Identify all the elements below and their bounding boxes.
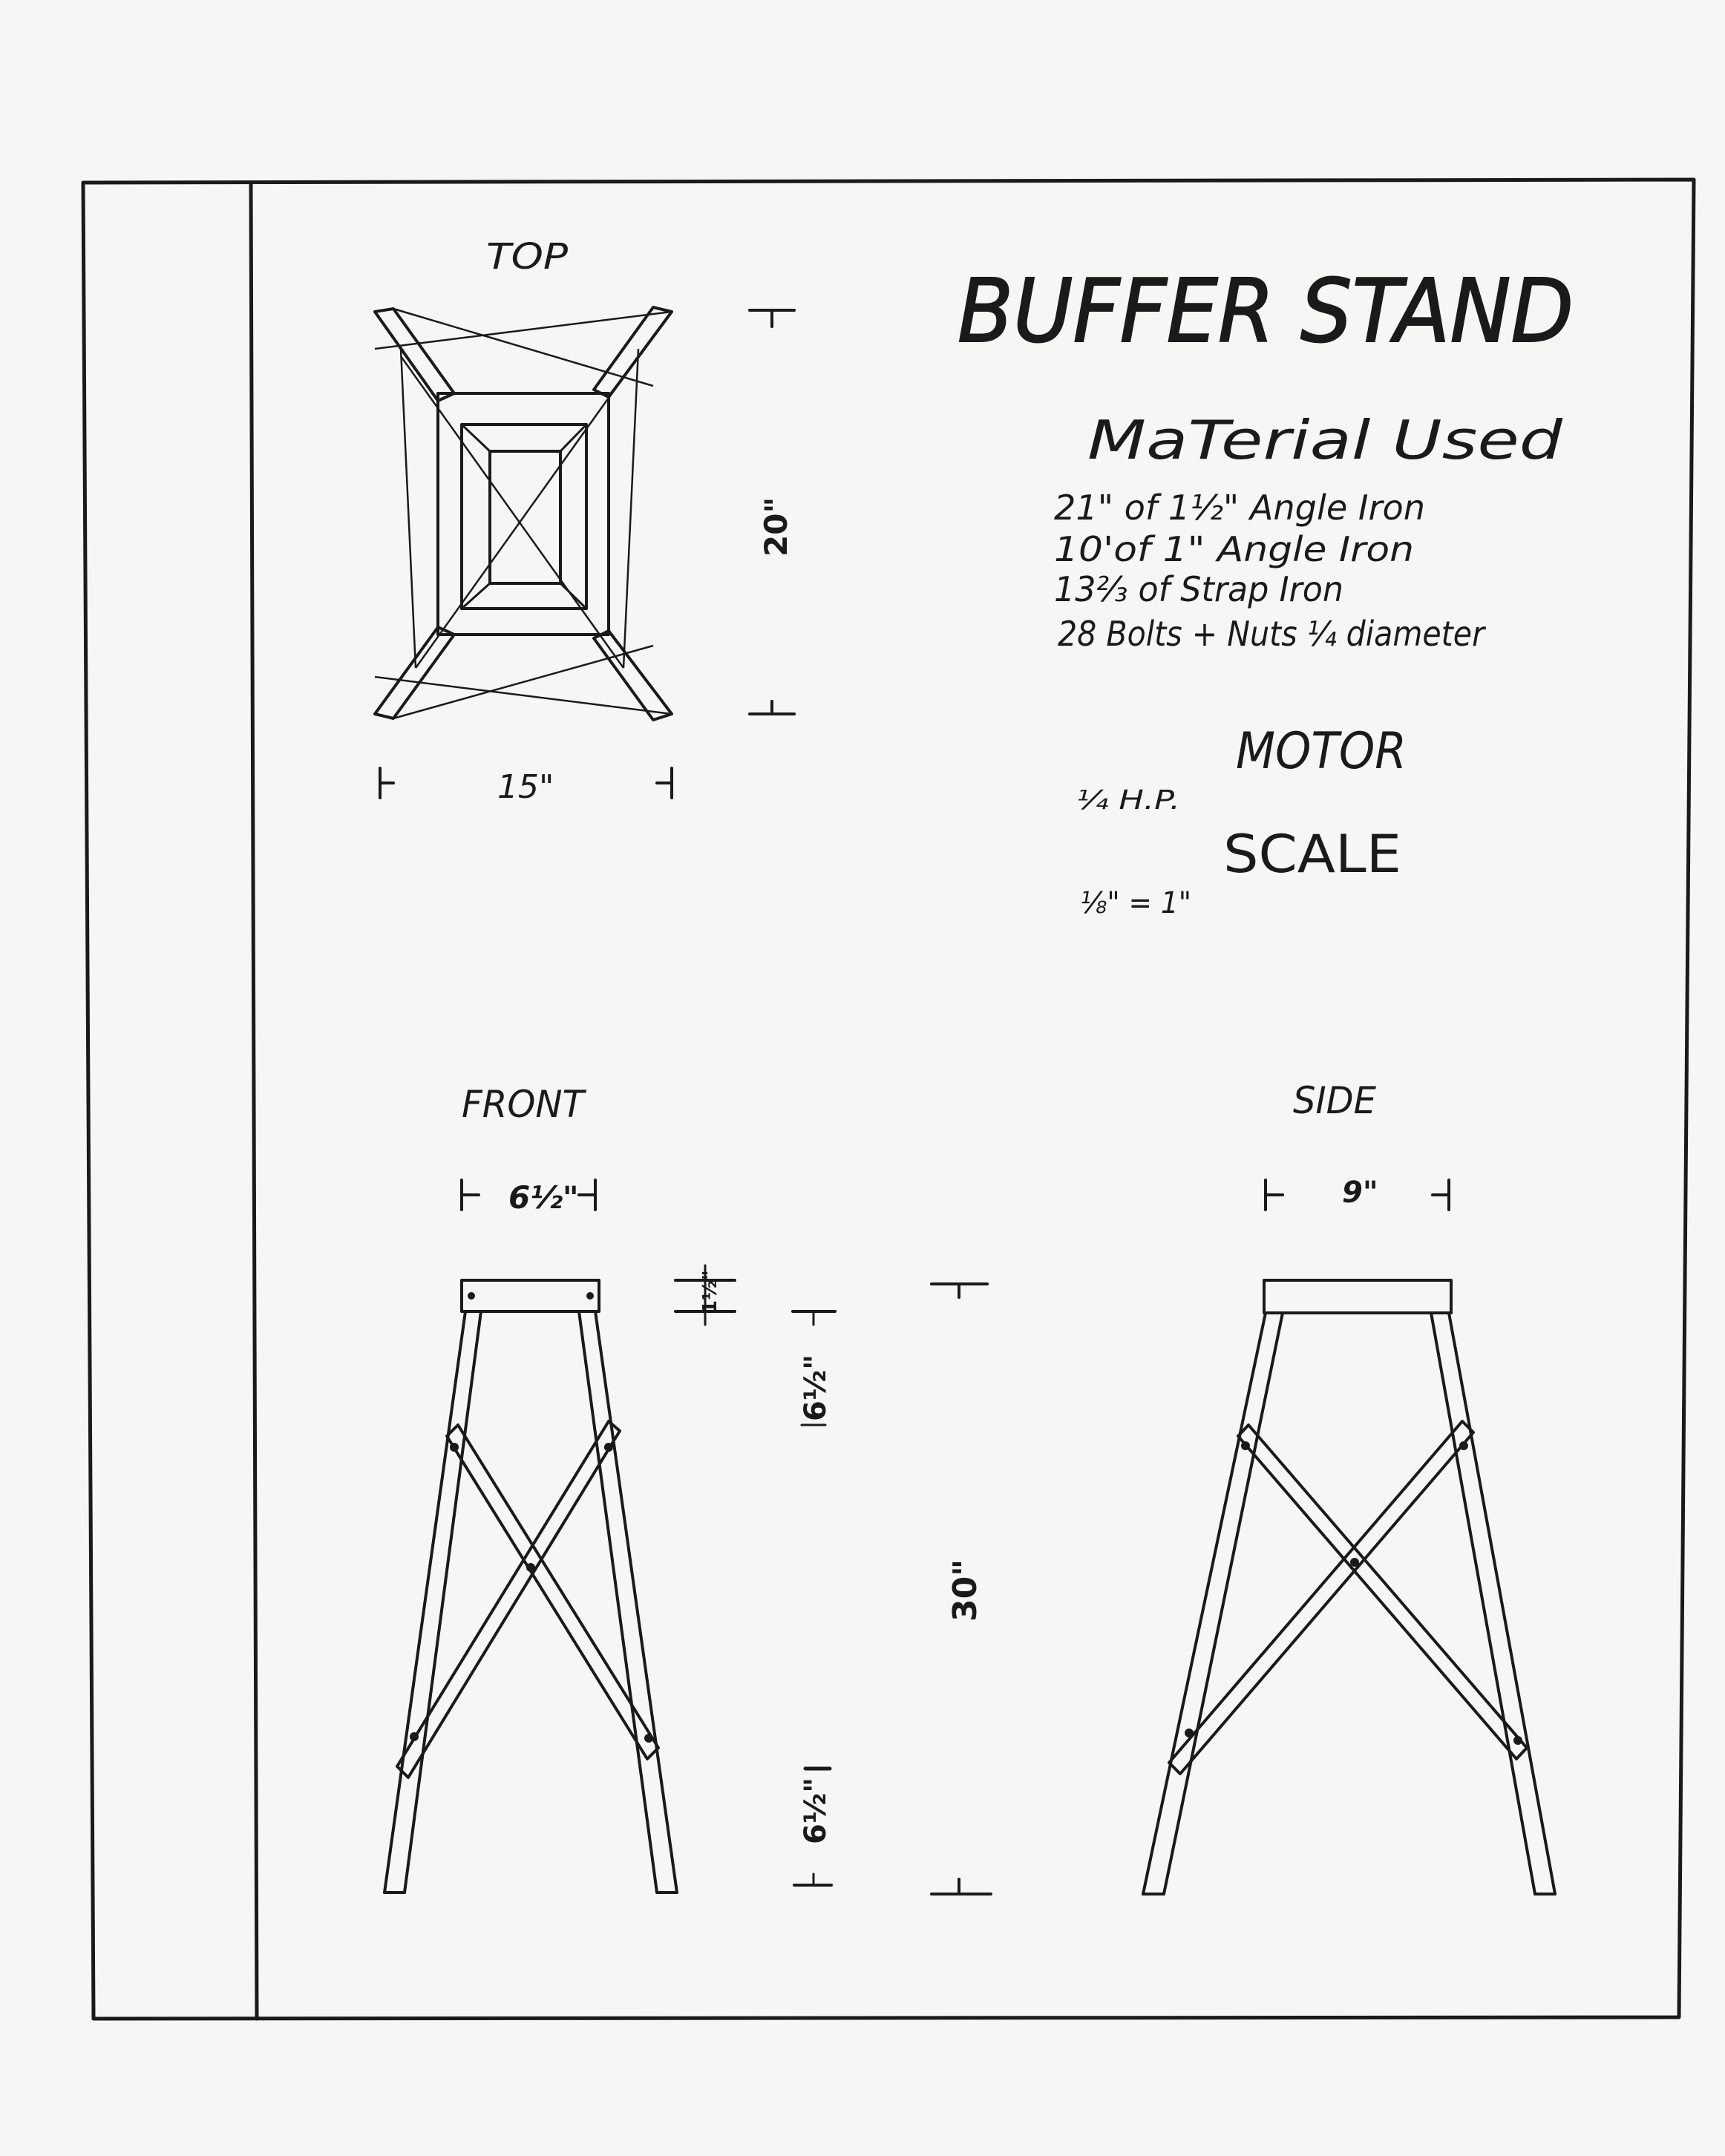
front-upper-brace-dimension — [793, 1311, 835, 1425]
side-view — [1143, 1079, 1555, 1894]
front-lower-brace-value: 6½" — [799, 1777, 833, 1844]
material-item: 28 Bolts + Nuts ¼ diameter — [1058, 614, 1487, 654]
front-view — [384, 1083, 991, 1894]
top-view-frame — [375, 307, 672, 720]
front-brace — [447, 1425, 658, 1759]
front-rail-dimension — [675, 1265, 735, 1325]
top-width-dimension — [380, 768, 672, 806]
materials-heading: MaTerial Used — [1087, 409, 1564, 471]
material-item: 13⅔ of Strap Iron — [1054, 569, 1343, 609]
bolt — [468, 1292, 475, 1300]
side-right-leg — [1431, 1313, 1555, 1894]
material-item: 21" of 1½" Angle Iron — [1054, 488, 1425, 528]
front-height-dimension — [932, 1284, 991, 1894]
front-right-leg — [579, 1311, 677, 1893]
side-left-leg — [1143, 1313, 1283, 1894]
materials-list — [1054, 488, 1487, 654]
front-top-dimension — [462, 1179, 595, 1216]
top-width-value: 15" — [497, 768, 554, 806]
front-lower-brace-dimension — [794, 1769, 833, 1885]
bolt — [586, 1292, 594, 1300]
front-top-rail — [462, 1280, 599, 1311]
motor-heading: MOTOR — [1236, 722, 1407, 781]
top-depth-dimension — [750, 310, 794, 714]
drawing-title: BUFFER STAND — [958, 260, 1574, 362]
front-upper-brace-value: 6½" — [799, 1354, 833, 1421]
front-brace — [397, 1421, 620, 1777]
side-brace — [1238, 1425, 1527, 1759]
top-view — [375, 236, 794, 806]
front-top-width-value: 6½" — [508, 1179, 579, 1216]
front-view-label: FRONT — [462, 1083, 587, 1126]
side-top-rail — [1264, 1280, 1451, 1313]
material-item: 10'of 1" Angle Iron — [1054, 529, 1414, 569]
front-height-value: 30" — [946, 1559, 984, 1622]
front-rail-value: 1½" — [699, 1270, 721, 1314]
motor-value: ¼ H.P. — [1076, 785, 1180, 816]
side-top-width-value: 9" — [1342, 1176, 1378, 1210]
scale-value: ⅛" = 1" — [1080, 886, 1191, 920]
top-depth-value: 20" — [758, 497, 794, 557]
side-brace — [1169, 1421, 1473, 1774]
side-view-label: SIDE — [1293, 1079, 1377, 1122]
scale-heading: SCALE — [1223, 824, 1401, 885]
front-left-leg — [384, 1311, 481, 1893]
side-top-dimension — [1266, 1176, 1449, 1210]
top-view-label: TOP — [486, 236, 569, 278]
